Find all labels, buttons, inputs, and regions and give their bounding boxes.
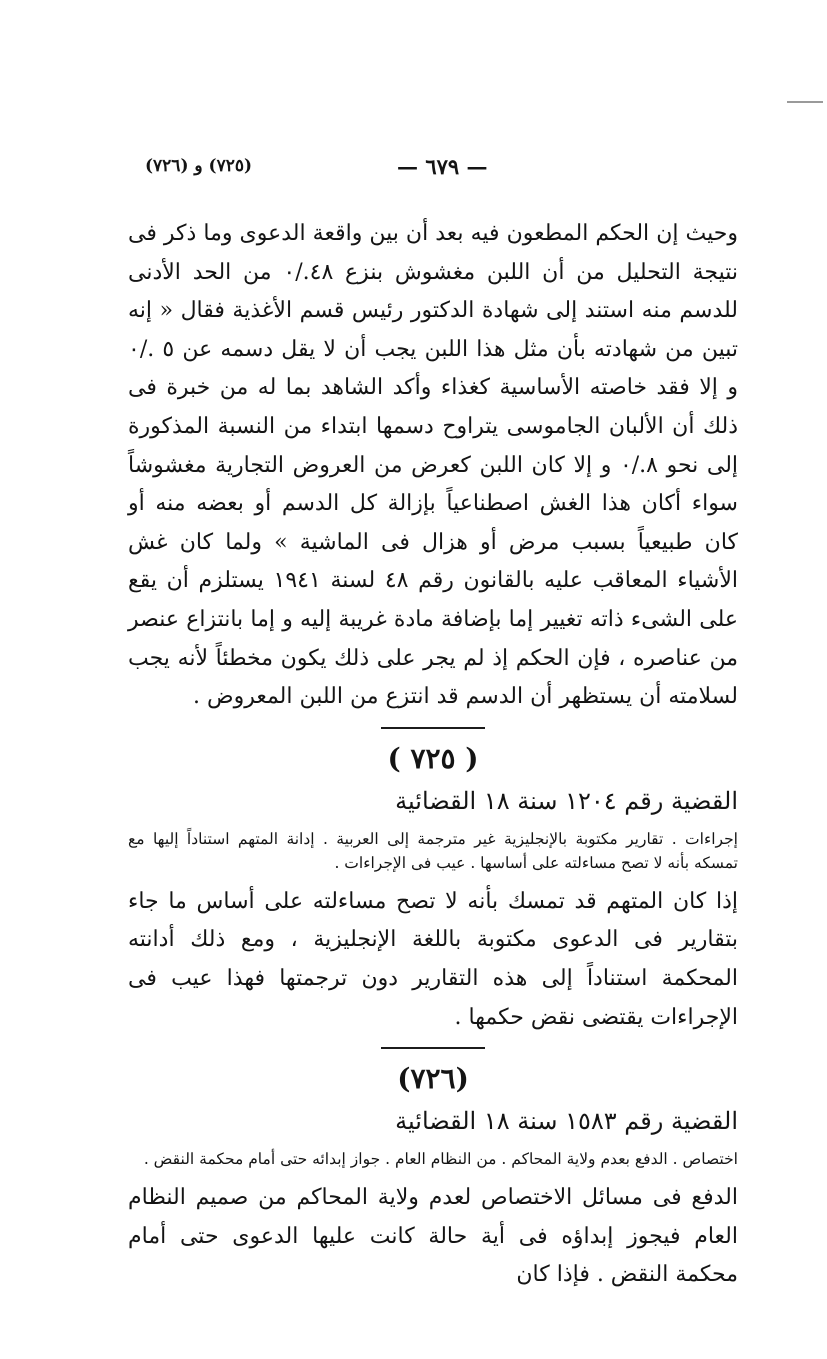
case-title: القضية رقم ١٥٨٣ سنة ١٨ القضائية (395, 1107, 738, 1136)
case-keywords: إجراءات . تقارير مكتوبة بالإنجليزية غير مترجمة إلى العربية . إدانة المتهم استناداً إليها مع تمسكه بأنه لا تصح مساءلته على أساسها . عيب فى الإجراءات . (128, 829, 738, 872)
case-number: (٧٢٦) (397, 1062, 469, 1096)
header-case-refs: (٧٢٥) و (٧٢٦) (145, 156, 253, 176)
case-section-725 (128, 727, 738, 1037)
case-section-726 (128, 1047, 738, 1295)
case-number: ( ٧٢٥ ) (387, 741, 479, 775)
case-keywords: اختصاص . الدفع بعدم ولاية المحاكم . من النظام العام . جواز إبدائه حتى أمام محكمة النقض . (143, 1150, 738, 1169)
page-number: — ٦٧٩ — (397, 154, 488, 179)
case-title: القضية رقم ١٢٠٤ سنة ١٨ القضائية (395, 786, 738, 815)
intro-paragraph: وحيث إن الحكم المطعون فيه بعد أن بين واقعة الدعوى وما ذكر فى نتيجة التحليل من أن اللبن مغشوش بنزع ٤٨./٠ من الحد الأدنى للدسم منه استند إلى شهادة الدكتور رئيس قسم الأغذية فقال « إنه تبين من شهادته بأن مثل هذا اللبن يجب أن لا يقل دسمه عن ٥ ./٠ و إلا فقد خاصته الأساسية كغذاء وأكد الشاهد بما له من خبرة فى ذلك أن الألبان الجاموسى يتراوح دسمها ابتداء من النسبة المذكورة إلى نحو ٨./٠ و إلا كان اللبن كعرض من العروض التجارية مغشوشاً سواء أكان هذا الغش اصطناعياً بإزالة كل الدسم أو بعضه منه أو كان طبيعياً بسبب مرض أو هزال فى الماشية » ولما كان غش الأشياء المعاقب عليه بالقانون رقم ٤٨ لسنة ١٩٤١ يستلزم أن يقع على الشىء ذاته تغيير إما بإضافة مادة غريبة إليه و إما بانتزاع عنصر من عناصره ، فإن الحكم إذ لم يجر على ذلك يكون مخطئاً لأنه يجب لسلامته أن يستظهر أن الدسم قد انتزع من اللبن المعروض . (128, 221, 739, 710)
page-content (128, 215, 738, 1295)
case-body: إذا كان المتهم قد تمسك بأنه لا تصح مساءلته على أساس ما جاء بتقارير فى الدعوى مكتوبة باللغة الإنجليزية ، ومع ذلك أدانته المحكمة استناداً إلى هذه التقارير دون ترجمتها فهذا عيب فى الإجراءات يقتضى نقض حكمها . (128, 888, 738, 1030)
scan-edge-mark (787, 101, 823, 103)
case-body: الدفع فى مسائل الاختصاص لعدم ولاية المحاكم من صميم النظام العام فيجوز إبداؤه فى أية حالة كانت عليها الدعوى حتى أمام محكمة النقض . فإذا كان (128, 1185, 738, 1288)
section-divider (381, 1047, 485, 1049)
page-header (135, 152, 695, 192)
section-divider (381, 727, 485, 729)
